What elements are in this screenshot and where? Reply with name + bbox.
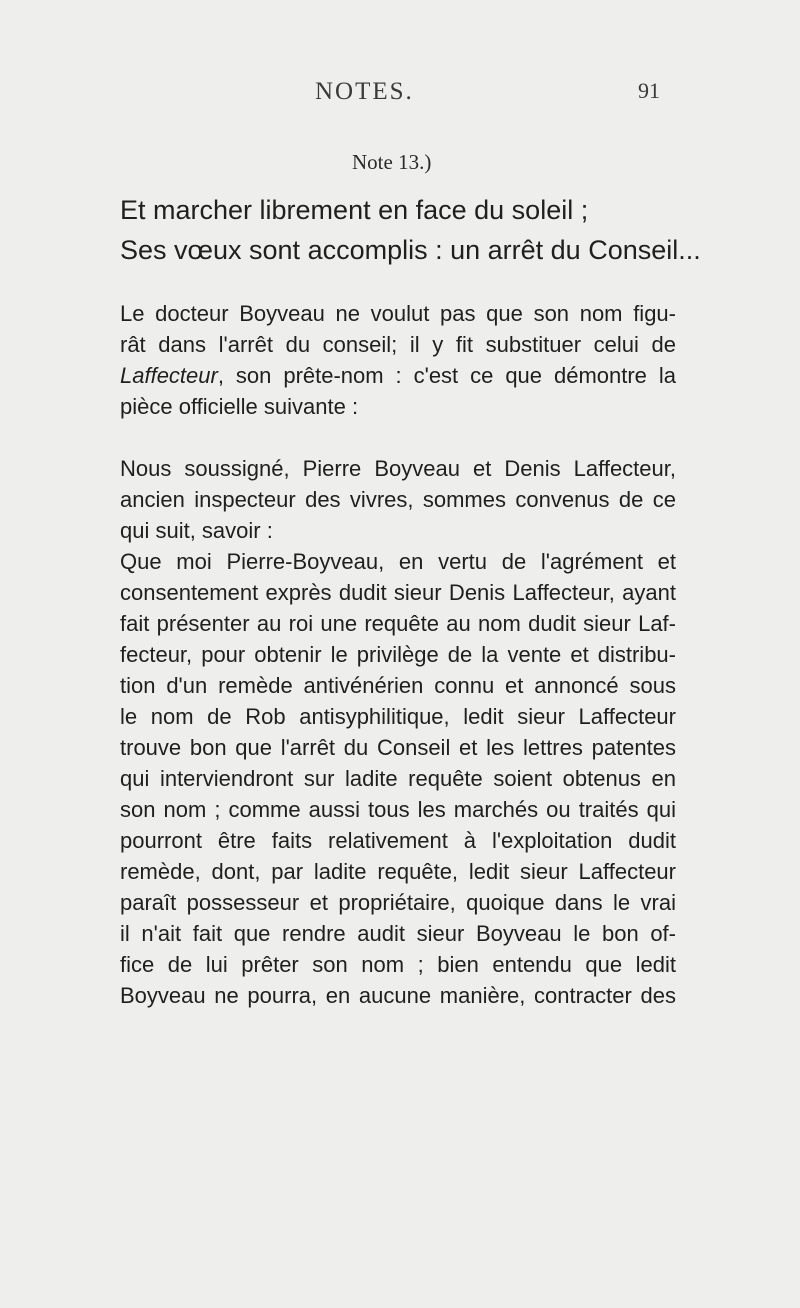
text-line: rât dans l'arrêt du conseil; il y fit substituer celui de [120,332,676,357]
text-line: qui suit, savoir : [120,518,273,543]
text-line: consentement exprès dudit sieur Denis Laffecteur, ayant [120,580,676,605]
intro-paragraph [120,298,676,422]
text-line: Boyveau ne pourra, en aucune manière, contracter des [120,983,676,1008]
text-line: tion d'un remède antivénérien connu et annoncé sous [120,673,676,698]
text-line: fait présenter au roi une requête au nom dudit sieur Laf- [120,611,676,636]
running-head: NOTES. [315,78,414,105]
text-fragment: , son prête-nom : c'est ce que démontre la [217,363,676,388]
text-line: trouve bon que l'arrêt du Conseil et les lettres patentes [120,735,676,760]
text-line: fice de lui prêter son nom ; bien entendu que ledit [120,952,676,977]
agreement-paragraph [120,546,676,1011]
text-line: son nom ; comme aussi tous les marchés ou traités qui [120,797,676,822]
text-line: Que moi Pierre-Boyveau, en vertu de l'agrément et [120,549,676,574]
text-line: pourront être faits relativement à l'exploitation dudit [120,828,676,853]
text-line: ancien inspecteur des vivres, sommes convenus de ce [120,487,676,512]
page-number: 91 [638,78,660,103]
text-line: le nom de Rob antisyphilitique, ledit sieur Laffecteur [120,704,676,729]
verse-line: Et marcher librement en face du soleil ; [120,195,589,225]
text-line: qui interviendront sur ladite requête soient obtenus en [120,766,676,791]
text-line: Nous soussigné, Pierre Boyveau et Denis Laffecteur, [120,456,676,481]
italic-name: Laffecteur [120,363,218,388]
text-line: paraît possesseur et propriétaire, quoique dans le vrai [120,890,676,915]
verse-quotation [120,190,701,270]
page-body [120,190,701,1011]
text-line-with-name [120,360,676,391]
note-label: Note 13.) [352,150,432,174]
text-line: pièce officielle suivante : [120,394,359,419]
document-opening [120,453,676,546]
text-line: remède, dont, par ladite requête, ledit sieur Laffecteur [120,859,676,884]
text-line: fecteur, pour obtenir le privilège de la vente et distribu- [120,642,676,667]
page-header [0,78,800,108]
text-line: il n'ait fait que rendre audit sieur Boyveau le bon of- [120,921,676,946]
text-line: Le docteur Boyveau ne voulut pas que son nom figu- [120,301,676,326]
verse-line: Ses vœux sont accomplis : un arrêt du Conseil... [120,235,701,265]
